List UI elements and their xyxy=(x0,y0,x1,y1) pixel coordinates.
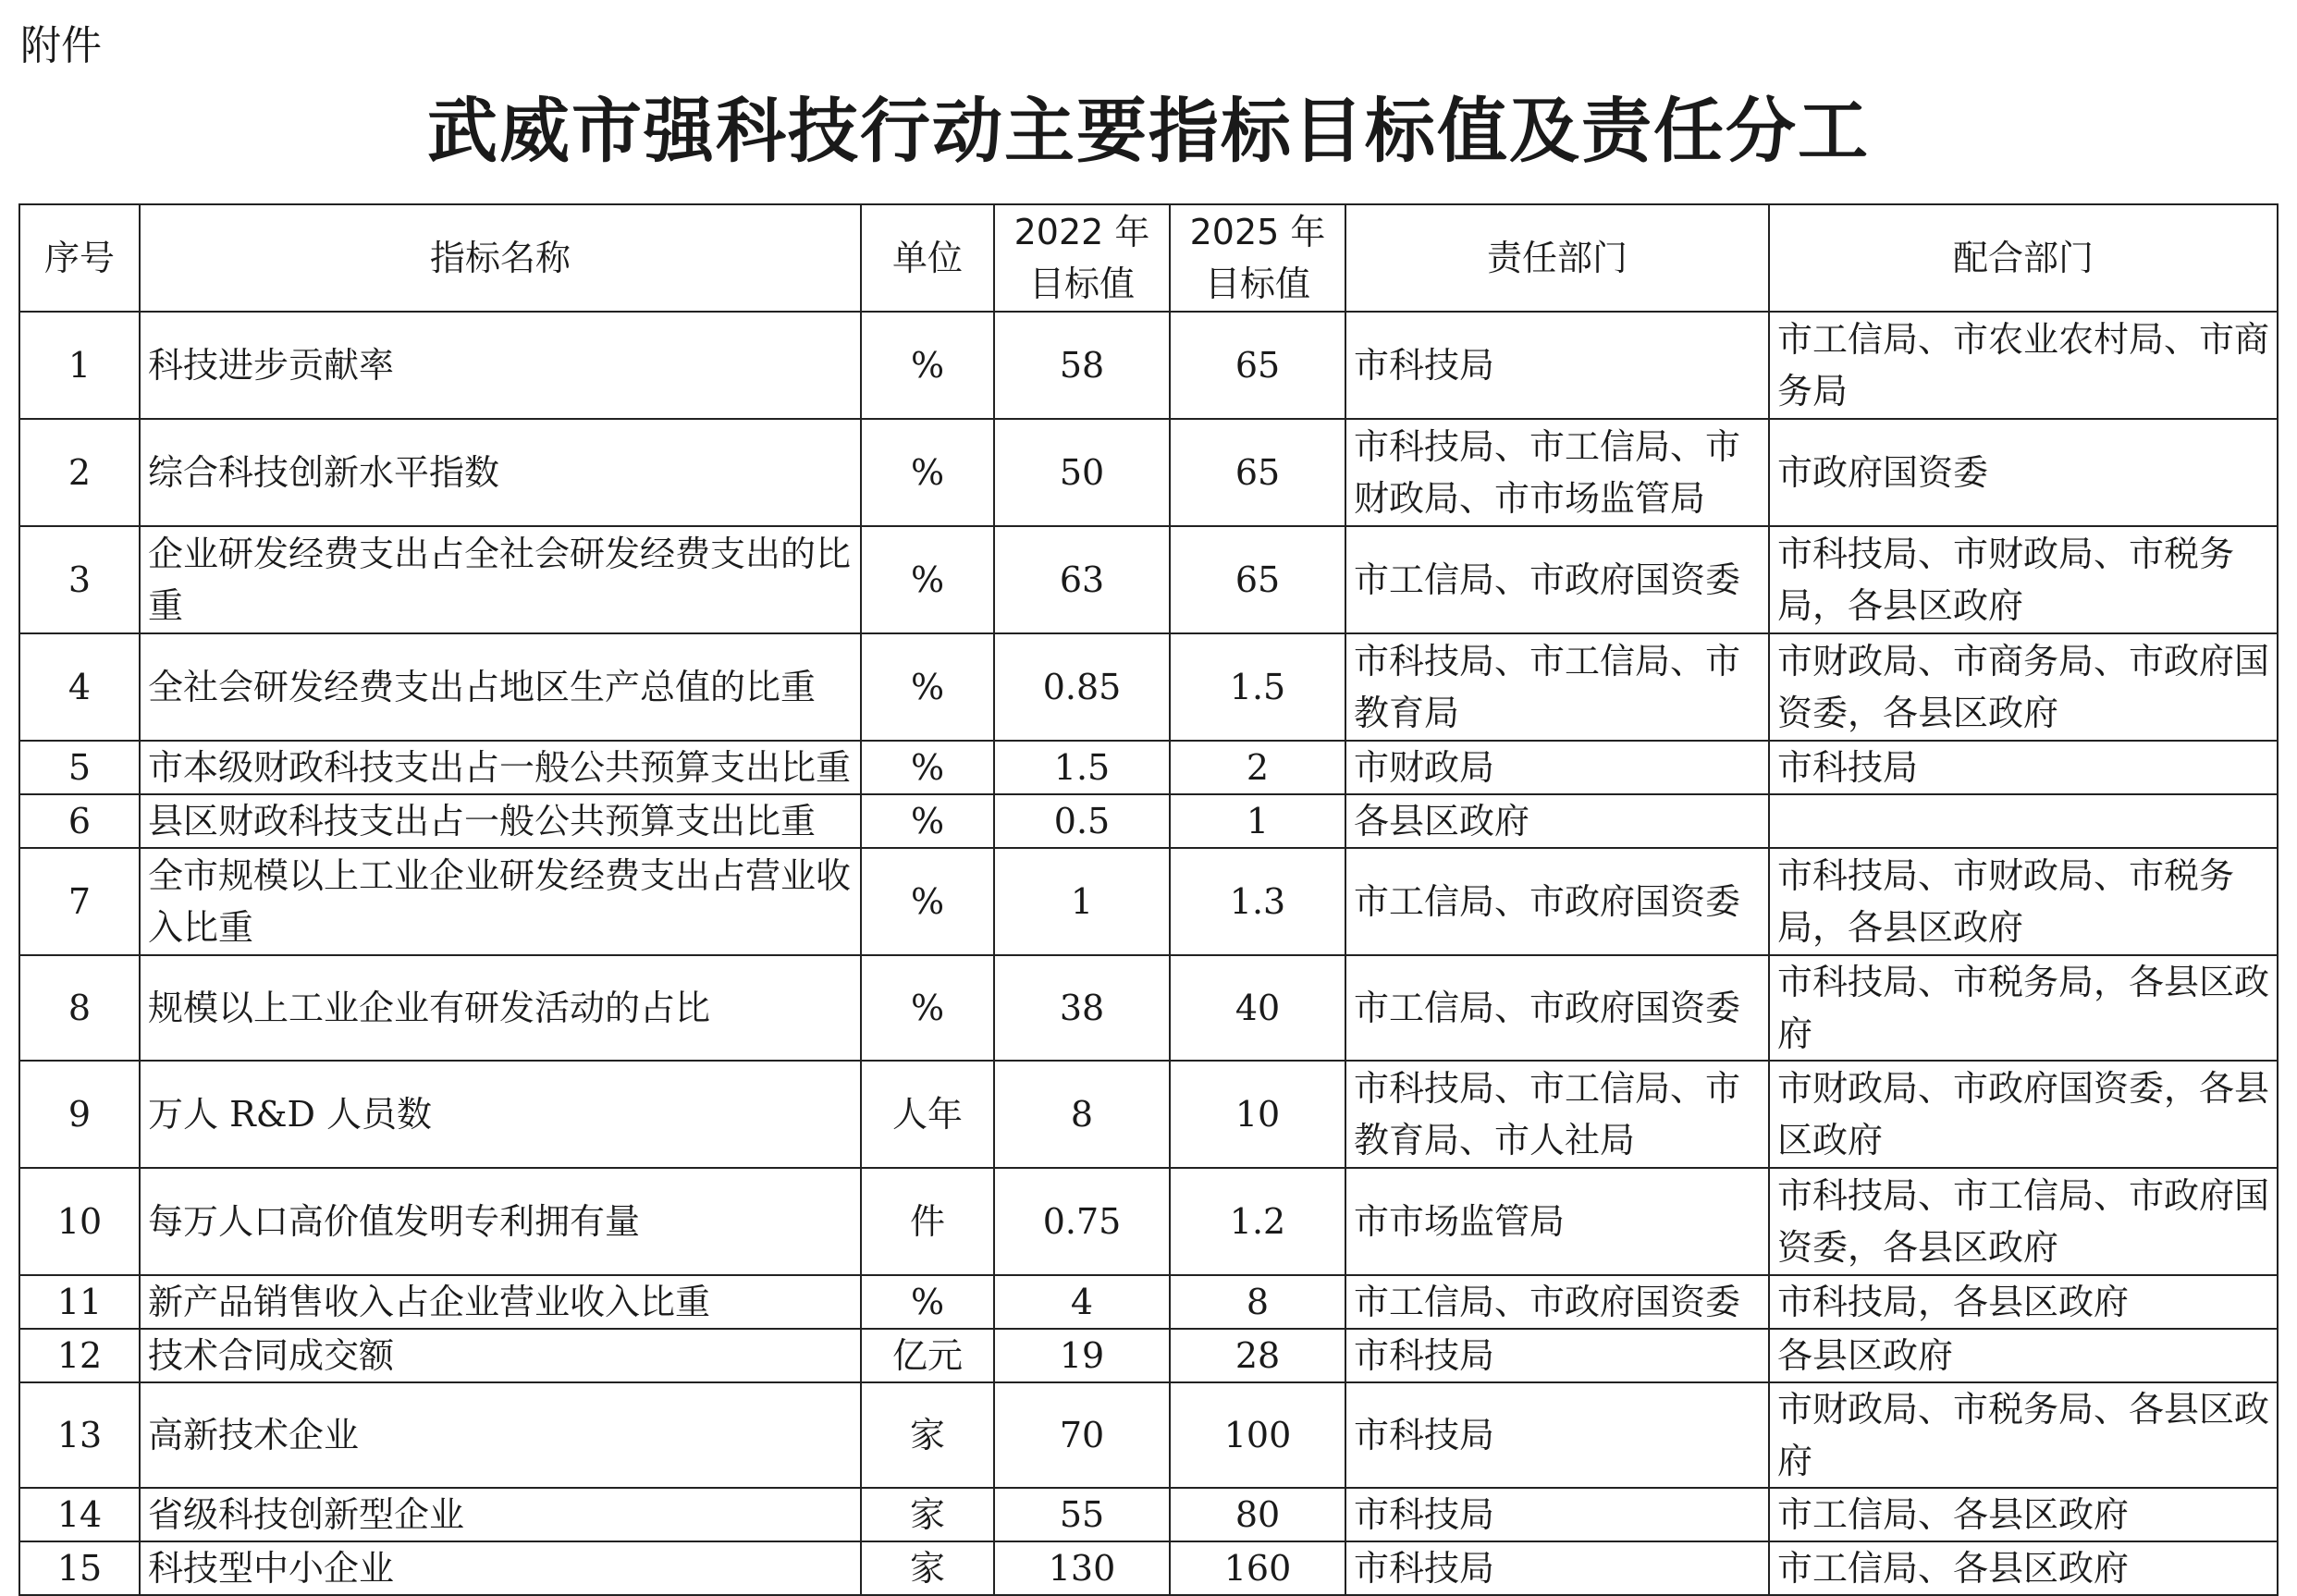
row-responsible: 市科技局 xyxy=(1345,1541,1769,1595)
table-row xyxy=(19,1541,2278,1595)
row-target-2025: 1.3 xyxy=(1170,848,1345,955)
row-cooperating xyxy=(1769,794,2278,848)
row-target-2022: 50 xyxy=(994,419,1170,526)
row-cooperating: 市科技局、市财政局、市税务局，各县区政府 xyxy=(1769,848,2278,955)
table-row xyxy=(19,848,2278,955)
header-index: 序号 xyxy=(19,204,140,312)
row-target-2025: 1.5 xyxy=(1170,633,1345,741)
row-indicator-name: 新产品销售收入占企业营业收入比重 xyxy=(140,1275,861,1329)
row-index: 10 xyxy=(19,1168,140,1275)
row-target-2022: 19 xyxy=(994,1329,1170,1382)
row-cooperating: 市科技局、市工信局、市政府国资委，各县区政府 xyxy=(1769,1168,2278,1275)
row-target-2025: 160 xyxy=(1170,1541,1345,1595)
row-target-2022: 130 xyxy=(994,1541,1170,1595)
row-responsible: 市工信局、市政府国资委 xyxy=(1345,1275,1769,1329)
row-indicator-name: 每万人口高价值发明专利拥有量 xyxy=(140,1168,861,1275)
row-index: 5 xyxy=(19,741,140,794)
header-target-2022 xyxy=(994,204,1170,312)
row-indicator-name: 综合科技创新水平指数 xyxy=(140,419,861,526)
row-target-2025: 8 xyxy=(1170,1275,1345,1329)
table-row xyxy=(19,1382,2278,1488)
row-unit: % xyxy=(861,312,994,419)
row-index: 15 xyxy=(19,1541,140,1595)
row-indicator-name: 规模以上工业企业有研发活动的占比 xyxy=(140,955,861,1061)
table-row xyxy=(19,633,2278,741)
row-cooperating: 市工信局、各县区政府 xyxy=(1769,1488,2278,1541)
row-unit: 家 xyxy=(861,1488,994,1541)
header-cooperating: 配合部门 xyxy=(1769,204,2278,312)
row-target-2022: 38 xyxy=(994,955,1170,1061)
row-unit: % xyxy=(861,526,994,633)
row-target-2025: 1 xyxy=(1170,794,1345,848)
table-row xyxy=(19,526,2278,633)
row-target-2025: 65 xyxy=(1170,526,1345,633)
row-cooperating: 各县区政府 xyxy=(1769,1329,2278,1382)
row-target-2025: 40 xyxy=(1170,955,1345,1061)
row-unit: % xyxy=(861,419,994,526)
row-responsible: 市科技局、市工信局、市教育局、市人社局 xyxy=(1345,1061,1769,1168)
row-target-2025: 100 xyxy=(1170,1382,1345,1488)
row-indicator-name: 万人 R&D 人员数 xyxy=(140,1061,861,1168)
row-responsible: 市工信局、市政府国资委 xyxy=(1345,526,1769,633)
header-unit: 单位 xyxy=(861,204,994,312)
row-index: 2 xyxy=(19,419,140,526)
row-responsible: 市财政局 xyxy=(1345,741,1769,794)
row-indicator-name: 技术合同成交额 xyxy=(140,1329,861,1382)
row-indicator-name: 科技进步贡献率 xyxy=(140,312,861,419)
row-cooperating: 市科技局、市财政局、市税务局，各县区政府 xyxy=(1769,526,2278,633)
row-indicator-name: 市本级财政科技支出占一般公共预算支出比重 xyxy=(140,741,861,794)
row-cooperating: 市财政局、市税务局、各县区政府 xyxy=(1769,1382,2278,1488)
row-index: 14 xyxy=(19,1488,140,1541)
table-row xyxy=(19,1168,2278,1275)
row-index: 9 xyxy=(19,1061,140,1168)
row-target-2022: 8 xyxy=(994,1061,1170,1168)
row-responsible: 市科技局、市工信局、市财政局、市市场监管局 xyxy=(1345,419,1769,526)
row-target-2022: 63 xyxy=(994,526,1170,633)
row-responsible: 各县区政府 xyxy=(1345,794,1769,848)
row-cooperating: 市财政局、市商务局、市政府国资委，各县区政府 xyxy=(1769,633,2278,741)
row-responsible: 市科技局 xyxy=(1345,1329,1769,1382)
row-target-2022: 58 xyxy=(994,312,1170,419)
table-row xyxy=(19,1061,2278,1168)
row-target-2022: 0.5 xyxy=(994,794,1170,848)
row-target-2022: 1.5 xyxy=(994,741,1170,794)
row-unit: % xyxy=(861,741,994,794)
row-target-2025: 80 xyxy=(1170,1488,1345,1541)
row-unit: 人年 xyxy=(861,1061,994,1168)
row-index: 6 xyxy=(19,794,140,848)
row-target-2022: 4 xyxy=(994,1275,1170,1329)
row-target-2022: 1 xyxy=(994,848,1170,955)
table-row xyxy=(19,741,2278,794)
row-unit: % xyxy=(861,794,994,848)
row-responsible: 市科技局 xyxy=(1345,1382,1769,1488)
row-target-2025: 65 xyxy=(1170,419,1345,526)
header-name: 指标名称 xyxy=(140,204,861,312)
row-target-2025: 2 xyxy=(1170,741,1345,794)
row-target-2022: 55 xyxy=(994,1488,1170,1541)
row-indicator-name: 省级科技创新型企业 xyxy=(140,1488,861,1541)
row-responsible: 市科技局 xyxy=(1345,312,1769,419)
row-unit: % xyxy=(861,848,994,955)
row-target-2025: 28 xyxy=(1170,1329,1345,1382)
row-cooperating: 市政府国资委 xyxy=(1769,419,2278,526)
row-target-2022: 0.75 xyxy=(994,1168,1170,1275)
row-target-2025: 10 xyxy=(1170,1061,1345,1168)
row-index: 12 xyxy=(19,1329,140,1382)
row-responsible: 市科技局 xyxy=(1345,1488,1769,1541)
table-header-row xyxy=(19,204,2278,312)
header-target-2025-year: 2025 年 xyxy=(1189,212,1326,252)
row-unit: 家 xyxy=(861,1382,994,1488)
row-target-2022: 70 xyxy=(994,1382,1170,1488)
row-unit: % xyxy=(861,633,994,741)
row-target-2025: 65 xyxy=(1170,312,1345,419)
row-cooperating: 市科技局、市税务局，各县区政府 xyxy=(1769,955,2278,1061)
header-target-2025-label: 目标值 xyxy=(1204,264,1310,304)
row-responsible: 市工信局、市政府国资委 xyxy=(1345,955,1769,1061)
row-indicator-name: 县区财政科技支出占一般公共预算支出比重 xyxy=(140,794,861,848)
row-target-2022: 0.85 xyxy=(994,633,1170,741)
row-index: 7 xyxy=(19,848,140,955)
row-responsible: 市科技局、市工信局、市教育局 xyxy=(1345,633,1769,741)
row-cooperating: 市科技局，各县区政府 xyxy=(1769,1275,2278,1329)
row-responsible: 市市场监管局 xyxy=(1345,1168,1769,1275)
row-cooperating: 市工信局、市农业农村局、市商务局 xyxy=(1769,312,2278,419)
row-indicator-name: 高新技术企业 xyxy=(140,1382,861,1488)
row-indicator-name: 全市规模以上工业企业研发经费支出占营业收入比重 xyxy=(140,848,861,955)
row-unit: % xyxy=(861,955,994,1061)
table-row xyxy=(19,419,2278,526)
row-index: 8 xyxy=(19,955,140,1061)
row-responsible: 市工信局、市政府国资委 xyxy=(1345,848,1769,955)
row-index: 3 xyxy=(19,526,140,633)
table-row xyxy=(19,312,2278,419)
row-index: 1 xyxy=(19,312,140,419)
row-index: 13 xyxy=(19,1382,140,1488)
table-row xyxy=(19,1488,2278,1541)
row-indicator-name: 企业研发经费支出占全社会研发经费支出的比重 xyxy=(140,526,861,633)
row-unit: % xyxy=(861,1275,994,1329)
indicator-table xyxy=(18,203,2279,1596)
page-title: 武威市强科技行动主要指标目标值及责任分工 xyxy=(427,90,1870,172)
table-row xyxy=(19,1275,2278,1329)
header-target-2025 xyxy=(1170,204,1345,312)
row-target-2025: 1.2 xyxy=(1170,1168,1345,1275)
attachment-label: 附件 xyxy=(20,22,102,69)
row-unit: 亿元 xyxy=(861,1329,994,1382)
table-row xyxy=(19,1329,2278,1382)
row-unit: 件 xyxy=(861,1168,994,1275)
header-target-2022-label: 目标值 xyxy=(1028,264,1135,304)
table-row xyxy=(19,794,2278,848)
header-target-2022-year: 2022 年 xyxy=(1013,212,1150,252)
row-indicator-name: 全社会研发经费支出占地区生产总值的比重 xyxy=(140,633,861,741)
row-index: 11 xyxy=(19,1275,140,1329)
table-row xyxy=(19,955,2278,1061)
row-unit: 家 xyxy=(861,1541,994,1595)
row-indicator-name: 科技型中小企业 xyxy=(140,1541,861,1595)
row-cooperating: 市财政局、市政府国资委，各县区政府 xyxy=(1769,1061,2278,1168)
header-responsible: 责任部门 xyxy=(1345,204,1769,312)
row-cooperating: 市科技局 xyxy=(1769,741,2278,794)
row-cooperating: 市工信局、各县区政府 xyxy=(1769,1541,2278,1595)
row-index: 4 xyxy=(19,633,140,741)
